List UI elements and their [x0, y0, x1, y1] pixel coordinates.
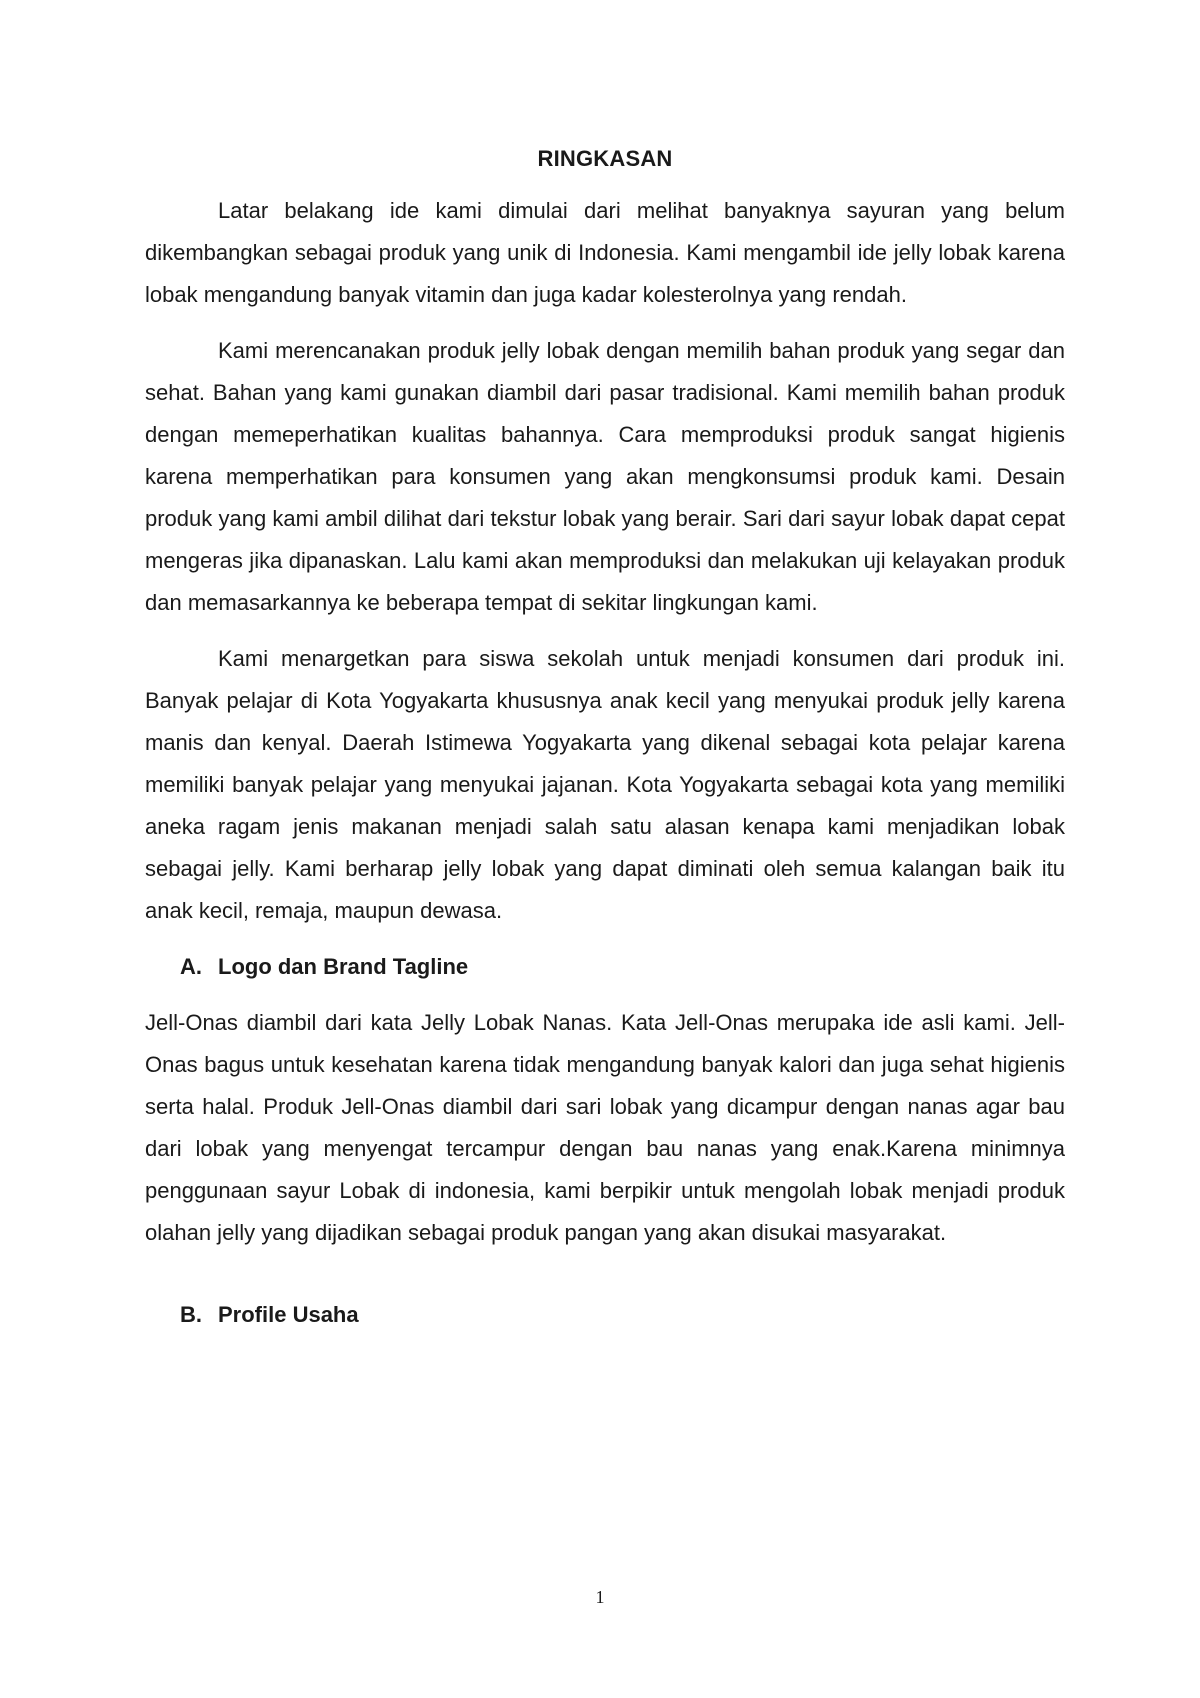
- section-a-heading: [180, 946, 1065, 988]
- section-b-marker: B.: [180, 1302, 202, 1327]
- section-a-title: Logo dan Brand Tagline: [218, 954, 469, 979]
- page-title: RINGKASAN: [537, 146, 673, 171]
- summary-paragraph-1: Latar belakang ide kami dimulai dari melihat banyaknya sayuran yang belum dikembangkan sebagai produk yang unik di Indonesia. Kami mengambil ide jelly lobak karena lobak mengandung banyak vitamin dan juga kadar kolesterolnya yang rendah.: [145, 198, 1065, 307]
- page-content: [145, 138, 1065, 1350]
- page-number: 1: [595, 1587, 605, 1607]
- summary-paragraph-2: Kami merencanakan produk jelly lobak dengan memilih bahan produk yang segar dan sehat. Bahan yang kami gunakan diambil dari pasar tradisional. Kami memilih bahan produk dengan memeperhatikan kualitas bahannya. Cara memproduksi produk sangat higienis karena memperhatikan para konsumen yang akan mengkonsumsi produk kami. Desain produk yang kami ambil dilihat dari tekstur lobak yang berair. Sari dari sayur lobak dapat cepat mengeras jika dipanaskan. Lalu kami akan memproduksi dan melakukan uji kelayakan produk dan memasarkannya ke beberapa tempat di sekitar lingkungan kami.: [145, 338, 1065, 615]
- section-b-title: Profile Usaha: [218, 1302, 359, 1327]
- section-a-marker: A.: [180, 954, 202, 979]
- section-a-paragraph: Jell-Onas diambil dari kata Jelly Lobak Nanas. Kata Jell-Onas merupaka ide asli kami. Jell-Onas bagus untuk kesehatan karena tidak mengandung banyak kalori dan juga sehat higienis serta halal. Produk Jell-Onas diambil dari sari lobak yang dicampur dengan nanas agar bau dari lobak yang menyengat tercampur dengan bau nanas yang enak.Karena minimnya penggunaan sayur Lobak di indonesia, kami berpikir untuk mengolah lobak menjadi produk olahan jelly yang dijadikan sebagai produk pangan yang akan disukai masyarakat.: [145, 1010, 1065, 1245]
- section-b-heading: [180, 1294, 1065, 1336]
- summary-paragraph-3: Kami menargetkan para siswa sekolah untuk menjadi konsumen dari produk ini. Banyak pelajar di Kota Yogyakarta khususnya anak kecil yang menyukai produk jelly karena manis dan kenyal. Daerah Istimewa Yogyakarta yang dikenal sebagai kota pelajar karena memiliki banyak pelajar yang menyukai jajanan. Kota Yogyakarta sebagai kota yang memiliki aneka ragam jenis makanan menjadi salah satu alasan kenapa kami menjadikan lobak sebagai jelly. Kami berharap jelly lobak yang dapat diminati oleh semua kalangan baik itu anak kecil, remaja, maupun dewasa.: [145, 646, 1065, 923]
